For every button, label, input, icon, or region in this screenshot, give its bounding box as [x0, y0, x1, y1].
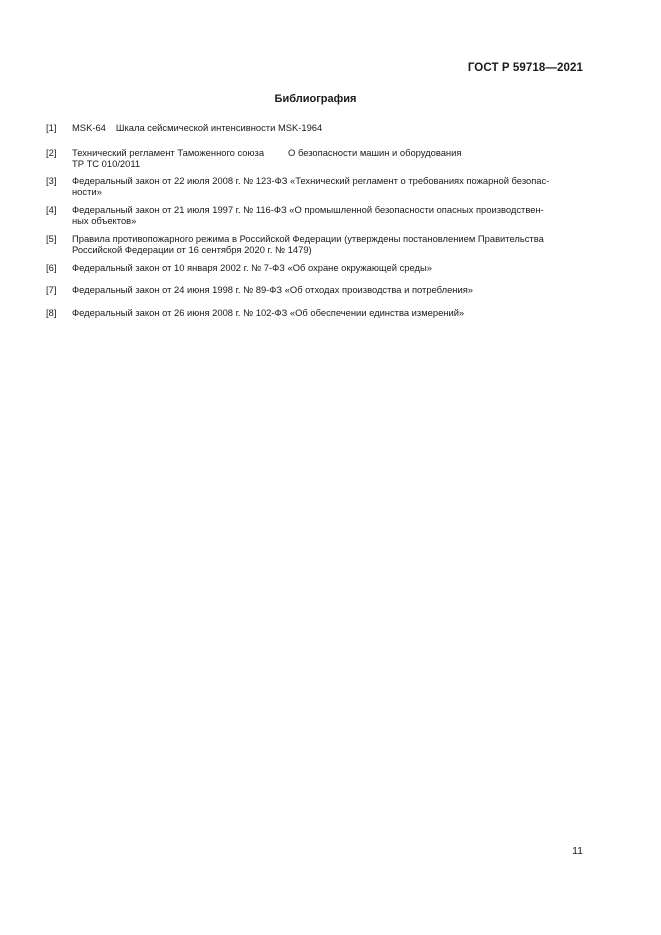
bibliography-item-5 [46, 233, 586, 256]
item-number: [7] [46, 284, 57, 295]
item-text: Федеральный закон от 22 июля 2008 г. № 123-ФЗ «Технический регламент о требованиях пожарной безопас- ности» [72, 174, 550, 197]
bibliography-item-7 [46, 284, 586, 296]
item-text: Федеральный закон от 21 июля 1997 г. № 116-ФЗ «О промышленной безопасности опасных производствен- ных объектов» [72, 203, 544, 226]
regulation-code: ТР ТС 010/2011 [72, 158, 141, 169]
bibliography-item-3 [46, 175, 586, 198]
item-number: [2] [46, 146, 57, 158]
bibliography-item-8 [46, 307, 586, 319]
bibliography-list [46, 122, 586, 318]
item-number: [6] [46, 261, 57, 273]
item-text: Правила противопожарного режима в Российской Федерации (утверждены постановлением Правительства Российской Федерации от 16 сентября 2020 г. № 1479) [72, 232, 544, 255]
bibliography-item-6 [46, 262, 586, 274]
bibliography-title: Библиография [274, 93, 357, 105]
item-text: Федеральный закон от 26 июня 2008 г. № 102-ФЗ «Об обеспечении единства измерений» [72, 306, 465, 318]
item-text: Федеральный закон от 10 января 2002 г. № 7-ФЗ «Об охране окружающей среды» [72, 261, 432, 273]
standard-code: MSK-64 [72, 122, 106, 133]
item-number: [4] [46, 203, 57, 215]
item-number: [1] [46, 122, 57, 133]
item-text [72, 122, 586, 134]
document-code: ГОСТ Р 59718—2021 [467, 62, 583, 74]
item-text [72, 147, 586, 170]
bibliography-item-4 [46, 204, 586, 227]
regulation-title: О безопасности машин и оборудования [288, 146, 462, 158]
item-number: [5] [46, 232, 57, 244]
standard-title: Шкала сейсмической интенсивности MSK-1964 [115, 122, 323, 133]
bibliography-item-2 [46, 147, 586, 170]
page-number: 11 [572, 845, 583, 857]
regulation-name: Технический регламент Таможенного союза [72, 146, 265, 158]
bibliography-item-1 [46, 122, 586, 134]
item-number: [8] [46, 306, 57, 318]
item-number: [3] [46, 174, 57, 186]
item-text: Федеральный закон от 24 июня 1998 г. № 89-ФЗ «Об отходах производства и потребления» [72, 284, 473, 295]
